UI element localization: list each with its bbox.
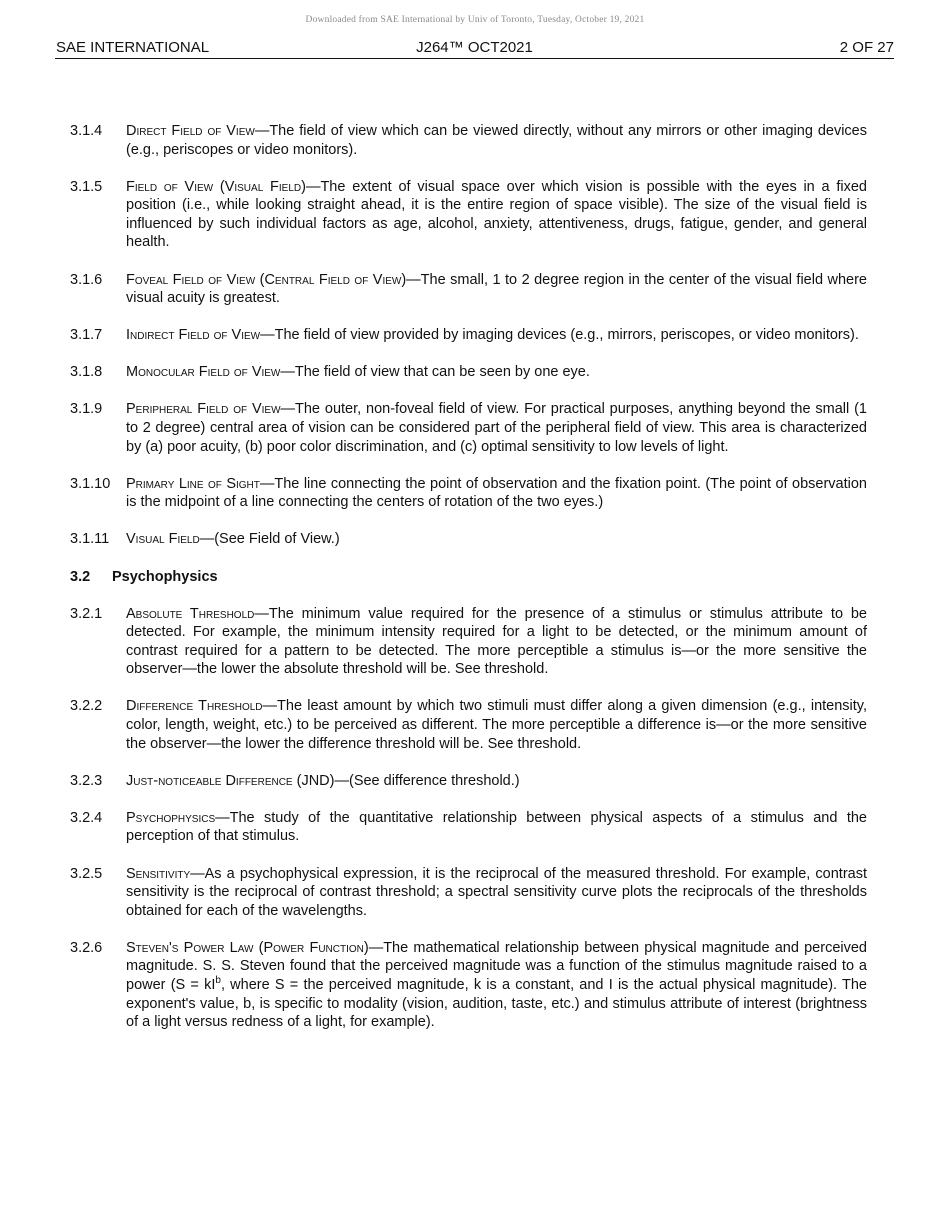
page-header: [55, 38, 894, 59]
download-watermark: Downloaded from SAE International by Univ of Toronto, Tuesday, October 19, 2021: [305, 15, 645, 25]
item-number: 3.1.11: [70, 531, 110, 548]
definition-item: [70, 475, 867, 512]
definition-item: [70, 939, 867, 1032]
section-heading: [70, 568, 867, 587]
item-number: 3.1.5: [70, 178, 103, 195]
item-text: —The small, 1 to 2 degree region in the center of the visual field where visual acuity is greatest.: [126, 271, 867, 307]
definition-item: [70, 363, 867, 382]
item-term: Psychophysics: [126, 809, 216, 826]
item-term: Steven's Power Law (Power Function): [126, 939, 369, 956]
publisher-name: SAE INTERNATIONAL: [56, 39, 210, 56]
item-term: Difference Threshold: [126, 698, 263, 715]
item-number: 3.2.1: [70, 605, 103, 622]
definition-item: [70, 809, 867, 846]
item-number: 3.2.2: [70, 698, 103, 715]
item-text: —The mathematical relationship between physical magnitude and perceived magnitude. S. S. Steven found that the perceived magnitude was a function of the stimulus magnitude raised to a power (S = kI: [126, 939, 867, 993]
item-text: —The field of view which can be viewed directly, without any mirrors or other imaging devices (e.g., periscopes or video monitors).: [126, 123, 868, 158]
item-number: 3.2.5: [70, 865, 103, 882]
definition-item: [70, 326, 867, 345]
item-number: 3.1.6: [70, 271, 103, 288]
item-term: Indirect Field of View: [126, 327, 261, 344]
document-body: [70, 122, 867, 1050]
item-text-continued: , where S = the perceived magnitude, k is a constant, and I is the actual physical magnitude). The exponent's value, b, is specific to modality (vision, audition, taste, etc.) and stimulus attribute of interest (brightness of a light versus redness of a light, for example).: [126, 977, 868, 1031]
item-number: 3.1.8: [70, 364, 103, 381]
item-number: 3.1.4: [70, 123, 103, 139]
item-text: —The extent of visual space over which vision is possible with the eyes in a fixed position (i.e., while looking straight ahead, it is the entire region of space visible). The size of the visual field is influenced by such individual factors as age, alcohol, anxiety, attentiveness, drugs, fatigue, gender, and general health.: [126, 178, 867, 251]
item-text: —(See Field of View.): [199, 531, 340, 548]
item-term: Absolute Threshold: [126, 605, 255, 622]
item-term: Visual Field: [126, 531, 200, 548]
item-text: —The field of view provided by imaging devices (e.g., mirrors, periscopes, or video monitors).: [260, 327, 859, 344]
item-text: —The study of the quantitative relationship between physical aspects of a stimulus and the perception of that stimulus.: [126, 809, 867, 845]
definition-item: [70, 400, 867, 456]
item-number: 3.2.6: [70, 939, 103, 956]
item-text: —The field of view that can be seen by one eye.: [280, 364, 590, 381]
item-term: Direct Field of View: [126, 123, 255, 139]
document-id: J264™ OCT2021: [416, 39, 533, 56]
item-text: —(See difference threshold.): [334, 772, 520, 789]
item-number: 3.1.7: [70, 327, 103, 344]
item-text: —The minimum value required for the presence of a stimulus or stimulus attribute to be detected. For example, the minimum intensity required for a light to be detected, or the minimum amount of contrast required for a pattern to be detected. The more perceptible a stimulus is—or the more sensitive the observer—the lower the absolute threshold will be. See threshold.: [126, 605, 867, 678]
item-term: Peripheral Field of View: [126, 401, 281, 418]
item-text: —The outer, non-foveal field of view. For practical purposes, anything beyond the small (1 to 2 degree) central area of vision can be considered part of the peripheral field of view. This area is characterized by (a) poor acuity, (b) poor color discrimination, and (c) optimal sensitivity to low levels of light.: [126, 401, 867, 455]
definition-item: [70, 178, 867, 252]
item-term: Primary Line of Sight: [126, 475, 260, 492]
definition-item: [70, 605, 867, 679]
definition-item: [70, 530, 867, 549]
definition-item: [70, 865, 867, 921]
item-number: 3.2.4: [70, 809, 103, 826]
definition-item: [70, 772, 867, 791]
item-term: Monocular Field of View: [126, 364, 281, 381]
definition-item: [70, 271, 867, 308]
item-text: —The least amount by which two stimuli must differ along a given dimension (e.g., intensity, color, length, weight, etc.) to be perceived as different. The more perceptible a difference is—or the more sensitive the observer—the lower the difference threshold will be. See threshold.: [126, 698, 867, 752]
section-title: Psychophysics: [112, 568, 218, 585]
item-text: —The line connecting the point of observation and the fixation point. (The point of observation is the midpoint of a line connecting the centers of rotation of the two eyes.): [126, 475, 867, 511]
item-term: Field of View (Visual Field): [126, 178, 306, 195]
item-number: 3.2.3: [70, 772, 103, 789]
item-number: 3.1.9: [70, 401, 103, 418]
item-number: 3.1.10: [70, 475, 111, 492]
item-term: Sensitivity: [126, 865, 191, 882]
definition-item: [70, 122, 867, 159]
item-text: —As a psychophysical expression, it is the reciprocal of the measured threshold. For example, contrast sensitivity is the reciprocal of contrast threshold; a spectral sensitivity curve plots the reciprocals of the thresholds obtained for each of the wavelengths.: [126, 865, 867, 919]
definition-item: [70, 697, 867, 753]
item-term: Just-noticeable Difference (JND): [126, 772, 335, 789]
page-number: 2 OF 27: [839, 39, 894, 56]
section-number: 3.2: [70, 568, 91, 585]
exponent-superscript: b: [215, 975, 221, 987]
item-term: Foveal Field of View (Central Field of View): [126, 271, 407, 288]
